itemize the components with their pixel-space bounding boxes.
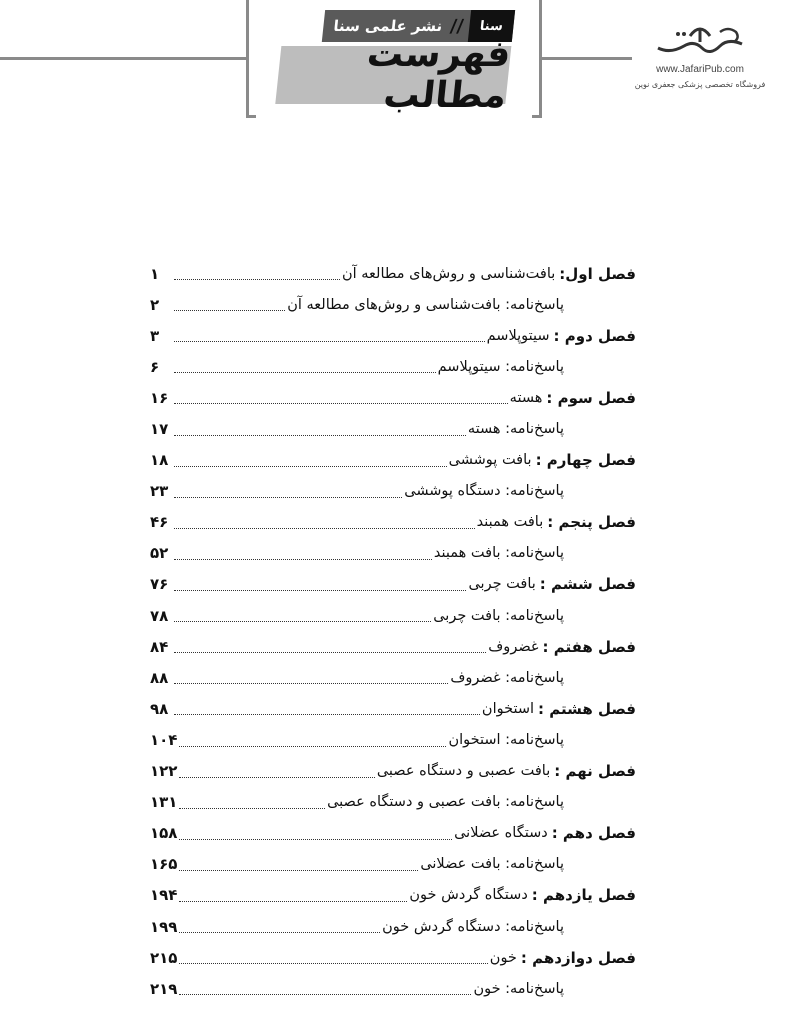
chapter-label: فصل یازدهم :	[531, 886, 636, 905]
dot-leader	[174, 341, 485, 342]
topic-label: پاسخ‌نامه: بافت چربی	[433, 607, 564, 624]
dot-leader	[174, 372, 436, 373]
table-of-contents	[150, 258, 636, 1004]
chapter-label: فصل هشتم :	[538, 699, 636, 718]
page-number: ۴۶	[150, 513, 169, 532]
page-number: ۲۱۹	[150, 979, 178, 998]
page-number: ۱۹۴	[150, 886, 178, 905]
page-number: ۲	[150, 295, 160, 314]
topic-label: دستگاه گردش خون	[409, 887, 528, 904]
page-number: ۱۸	[150, 451, 169, 470]
topic-label: پاسخ‌نامه: خون	[473, 980, 564, 997]
dot-leader	[179, 994, 471, 995]
dot-leader	[179, 963, 487, 964]
title-strip	[275, 34, 513, 116]
topic-label: پاسخ‌نامه: دستگاه پوششی	[404, 483, 564, 500]
toc-chapter-row	[150, 942, 636, 973]
topic-label: پاسخ‌نامه: هسته	[467, 421, 564, 438]
toc-chapter-row	[150, 445, 636, 476]
dot-leader	[179, 808, 325, 809]
page-number: ۹۸	[150, 699, 169, 718]
dot-leader	[179, 932, 380, 933]
dot-leader	[179, 777, 374, 778]
dot-leader	[179, 870, 418, 871]
chapter-label: فصل دهم :	[551, 824, 636, 843]
dot-leader	[179, 839, 452, 840]
page-number: ۳	[150, 326, 160, 345]
slashes-icon: //	[449, 15, 465, 37]
dot-leader	[174, 590, 466, 591]
dot-leader	[174, 310, 285, 311]
topic-label: پاسخ‌نامه: بافت‌شناسی و روش‌های مطالعه آن	[287, 296, 564, 313]
topic-label: بافت پوششی	[448, 452, 532, 469]
dot-leader	[174, 621, 431, 622]
toc-answer-row	[150, 849, 636, 880]
page-number: ۱	[150, 264, 160, 283]
toc-answer-row	[150, 662, 636, 693]
chapter-label: فصل چهارم :	[535, 451, 636, 470]
toc-chapter-row	[150, 818, 636, 849]
topic-label: پاسخ‌نامه: غضروف	[450, 669, 564, 686]
page-number: ۱۶	[150, 388, 169, 407]
toc-answer-row	[150, 289, 636, 320]
chapter-label: فصل دوازدهم :	[520, 948, 636, 967]
chapter-label: فصل ششم :	[539, 575, 636, 594]
topic-label: پاسخ‌نامه: بافت عصبی و دستگاه عصبی	[327, 794, 564, 811]
header-bracket-left	[246, 0, 256, 118]
topic-label: بافت عصبی و دستگاه عصبی	[376, 763, 551, 780]
chapter-label: فصل دوم :	[553, 326, 636, 345]
toc-chapter-row	[150, 569, 636, 600]
topic-label: بافت‌شناسی و روش‌های مطالعه آن	[341, 265, 556, 282]
topic-label: پاسخ‌نامه: بافت عضلانی	[420, 856, 564, 873]
toc-chapter-row	[150, 693, 636, 724]
page-number: ۸۴	[150, 637, 169, 656]
page-number: ۸۸	[150, 668, 169, 687]
topic-label: پاسخ‌نامه: دستگاه گردش خون	[382, 918, 564, 935]
topic-label: غضروف	[488, 638, 539, 655]
topic-label: پاسخ‌نامه: استخوان	[448, 731, 564, 748]
topic-label: پاسخ‌نامه: سیتوپلاسم	[437, 358, 564, 375]
toc-chapter-row	[150, 756, 636, 787]
toc-answer-row	[150, 413, 636, 444]
dot-leader	[174, 559, 432, 560]
page-number: ۷۸	[150, 606, 169, 625]
topic-label: سیتوپلاسم	[486, 327, 550, 344]
chapter-label: فصل سوم :	[546, 388, 636, 407]
topic-label: هسته	[509, 389, 543, 406]
page-number: ۱۷	[150, 420, 169, 439]
topic-label: خون	[489, 949, 517, 966]
topic-label: استخوان	[481, 700, 535, 717]
dot-leader	[174, 497, 402, 498]
chapter-label: فصل پنجم :	[547, 513, 636, 532]
header-rule-left	[0, 57, 246, 60]
toc-answer-row	[150, 600, 636, 631]
topic-label: بافت چربی	[468, 576, 536, 593]
toc-answer-row	[150, 911, 636, 942]
dot-leader	[174, 714, 480, 715]
header-bracket-right	[532, 0, 542, 118]
toc-answer-row	[150, 476, 636, 507]
dot-leader	[174, 528, 475, 529]
publisher-logo: سنا	[468, 10, 515, 42]
topic-label: دستگاه عضلانی	[454, 825, 548, 842]
site-tagline: فروشگاه تخصصی پزشکی جعفری نوین	[634, 80, 766, 89]
page-number: ۱۰۴	[150, 730, 178, 749]
header-rule-right	[542, 57, 632, 60]
page-title: فهرست مطالب	[365, 34, 513, 116]
page-number: ۲۳	[150, 482, 169, 501]
toc-answer-row	[150, 787, 636, 818]
page-number: ۱۶۵	[150, 855, 178, 874]
toc-chapter-row	[150, 258, 636, 289]
toc-chapter-row	[150, 631, 636, 662]
page-number: ۷۶	[150, 575, 169, 594]
publisher-name: نشر علمی سنا	[332, 17, 444, 35]
page-number: ۵۲	[150, 544, 169, 563]
page-number: ۲۱۵	[150, 948, 178, 967]
site-url: www.JafariPub.com	[656, 64, 744, 75]
toc-chapter-row	[150, 880, 636, 911]
chapter-label: فصل نهم :	[554, 762, 636, 781]
toc-chapter-row	[150, 382, 636, 413]
toc-chapter-row	[150, 320, 636, 351]
title-banner	[275, 10, 515, 116]
page-number: ۱۹۹	[150, 917, 178, 936]
topic-label: پاسخ‌نامه: بافت همبند	[433, 545, 564, 562]
page-number: ۱۵۸	[150, 824, 178, 843]
toc-chapter-row	[150, 507, 636, 538]
dot-leader	[174, 279, 340, 280]
dot-leader	[174, 466, 447, 467]
chapter-label: فصل هفتم :	[542, 637, 636, 656]
dot-leader	[179, 746, 446, 747]
dot-leader	[174, 652, 486, 653]
toc-answer-row	[150, 973, 636, 1004]
toc-answer-row	[150, 351, 636, 382]
page-number: ۶	[150, 357, 160, 376]
page-number: ۱۲۲	[150, 762, 178, 781]
page-number: ۱۳۱	[150, 793, 178, 812]
chapter-label: فصل اول:	[559, 264, 636, 283]
dot-leader	[174, 435, 466, 436]
topic-label: بافت همبند	[476, 514, 544, 531]
dot-leader	[179, 901, 407, 902]
dot-leader	[174, 683, 448, 684]
toc-answer-row	[150, 538, 636, 569]
dot-leader	[174, 403, 508, 404]
jafaripub-logo-icon	[650, 18, 750, 62]
toc-answer-row	[150, 724, 636, 755]
